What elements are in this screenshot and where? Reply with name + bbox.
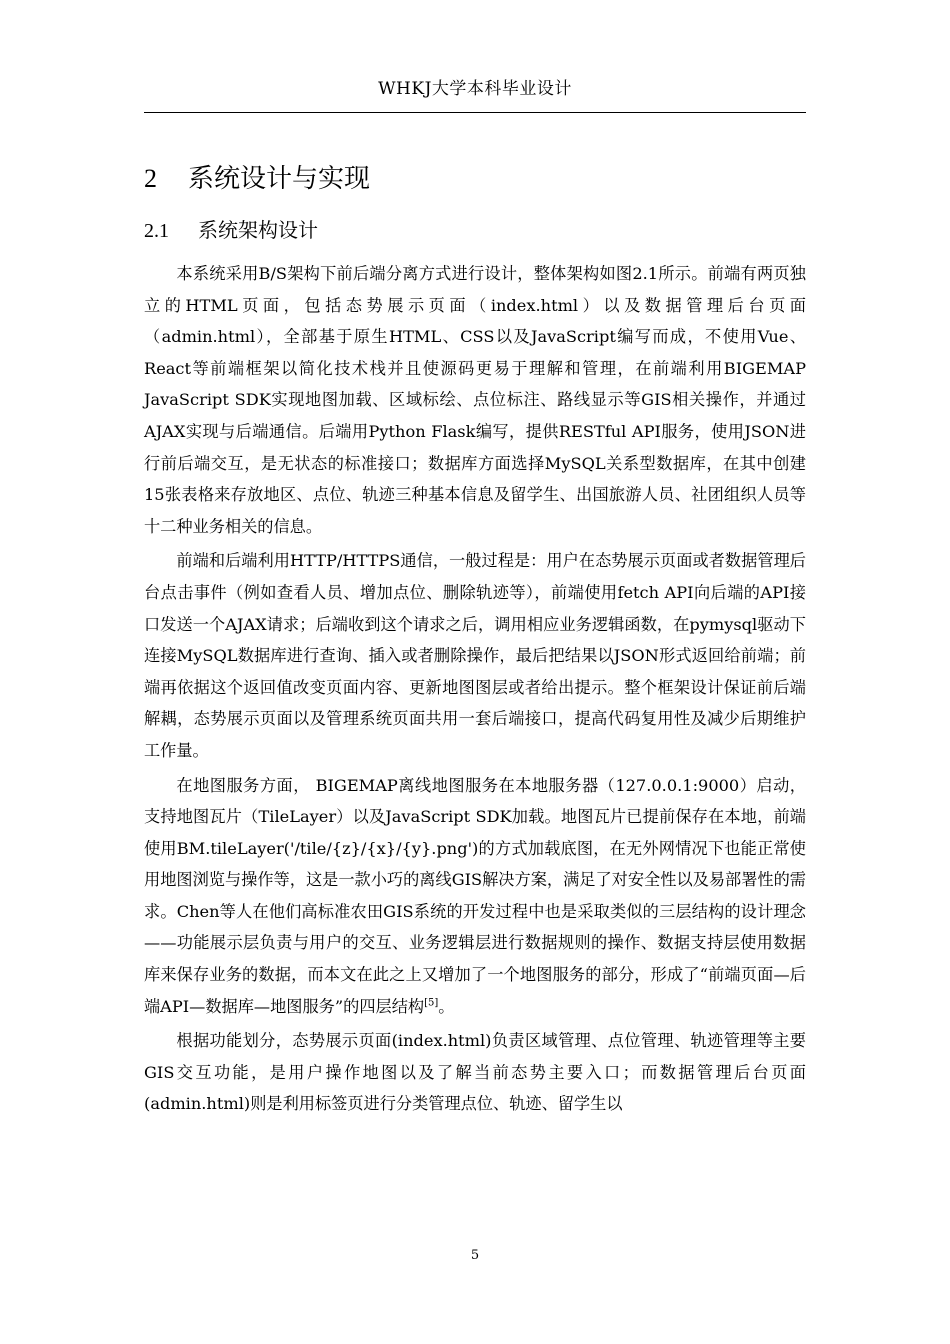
paragraph-3-tail: 。 bbox=[438, 996, 455, 1016]
paragraph-3 bbox=[144, 770, 806, 1023]
section-heading bbox=[144, 214, 318, 243]
citation-reference[interactable]: [5] bbox=[424, 997, 439, 1009]
chapter-number: 2 bbox=[144, 164, 157, 193]
chapter-title-text: 系统设计与实现 bbox=[188, 164, 371, 194]
header-divider bbox=[144, 112, 806, 113]
paragraph-2: 前端和后端利用HTTP/HTTPS通信，一般过程是：用户在态势展示页面或者数据管理后台点击事件（例如查看人员、增加点位、删除轨迹等），前端使用fetch API向后端的API接口发送一个AJAX请求；后端收到这个请求之后，调用相应业务逻辑函数，在pymysql驱动下连接MySQL数据库进行查询、插入或者删除操作，最后把结果以JSON形式返回给前端；前端再依据这个返回值改变页面内容、更新地图图层或者给出提示。整个框架设计保证前后端解耦，态势展示页面以及管理系统页面共用一套后端接口，提高代码复用性及减少后期维护工作量。 bbox=[144, 551, 806, 760]
paragraph-3-text: 在地图服务方面， BIGEMAP离线地图服务在本地服务器（127.0.0.1:9000）启动，支持地图瓦片（TileLayer）以及JavaScript SDK加载。地图瓦片已提前保存在本地，前端使用BM.tileLayer('/tile/{z}/{x}/{y}.png')的方式加载底图，在无外网情况下也能正常使用地图浏览与操作等，这是一款小巧的离线GIS解决方案，满足了对安全性以及易部署性的需求。Chen等人在他们高标准农田GIS系统的开发过程中也是采取类似的三层结构的设计理念——功能展示层负责与用户的交互、业务逻辑层进行数据规则的操作、数据支持层使用数据库来保存业务的数据，而本文在此之上又增加了一个地图服务的部分，形成了“前端页面—后端API—数据库—地图服务”的四层结构 bbox=[144, 775, 806, 1016]
running-header: WHKJ大学本科毕业设计 bbox=[378, 79, 572, 99]
paragraph-4: 根据功能划分，态势展示页面(index.html)负责区域管理、点位管理、轨迹管理等主要GIS交互功能，是用户操作地图以及了解当前态势主要入口；而数据管理后台页面(admin.html)则是利用标签页进行分类管理点位、轨迹、留学生以 bbox=[144, 1031, 806, 1114]
body-text bbox=[144, 258, 806, 1123]
chapter-heading bbox=[144, 158, 370, 195]
section-title-text: 系统架构设计 bbox=[198, 218, 318, 242]
paragraph-1: 本系统采用B/S架构下前后端分离方式进行设计，整体架构如图2.1所示。前端有两页独立的HTML页面，包括态势展示页面（index.html）以及数据管理后台页面（admin.html），全部基于原生HTML、CSS以及JavaScript编写而成，不使用Vue、React等前端框架以简化技术栈并且使源码更易于理解和管理，在前端利用BIGEMAP JavaScript SDK实现地图加载、区域标绘、点位标注、路线显示等GIS相关操作，并通过AJAX实现与后端通信。后端用Python Flask编写，提供RESTful API服务，使用JSON进行前后端交互，是无状态的标准接口；数据库方面选择MySQL关系型数据库，在其中创建15张表格来存放地区、点位、轨迹三种基本信息及留学生、出国旅游人员、社团组织人员等十二种业务相关的信息。 bbox=[144, 264, 806, 536]
page-number: 5 bbox=[470, 1248, 480, 1263]
section-number: 2.1 bbox=[144, 220, 169, 242]
